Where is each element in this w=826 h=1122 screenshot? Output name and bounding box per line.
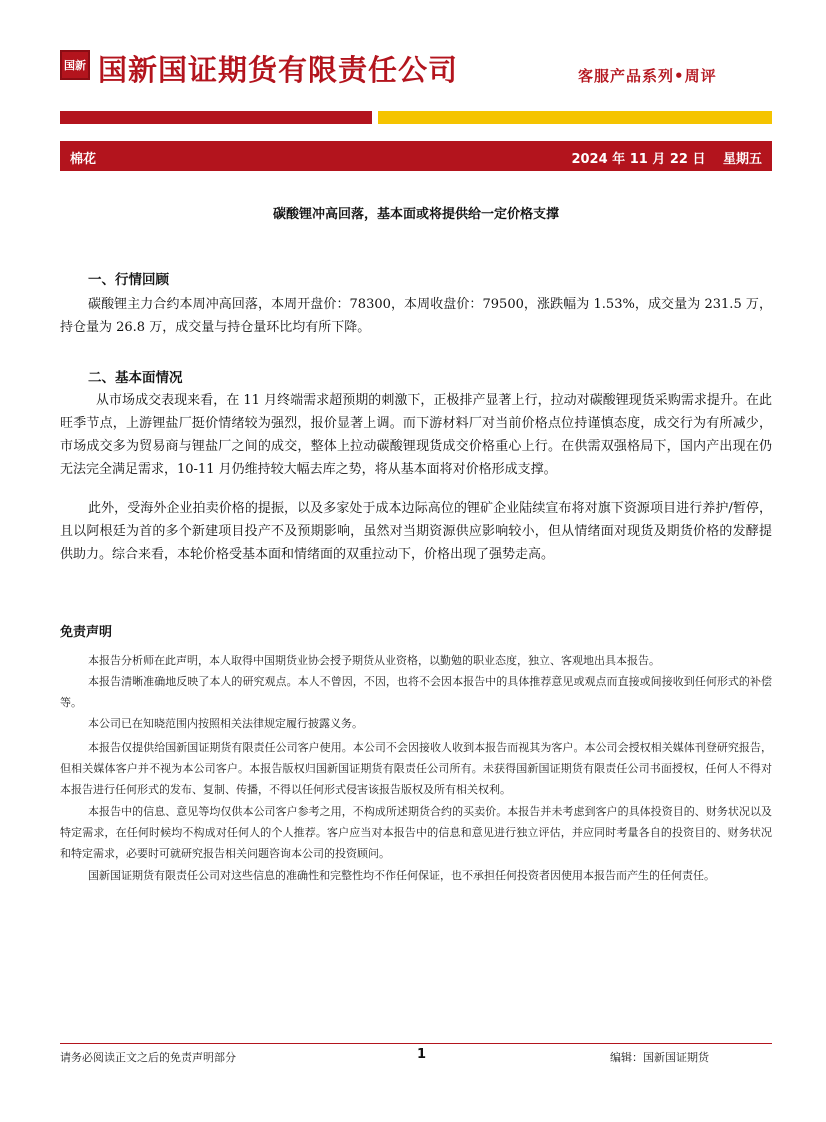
section-2-heading: 二、基本面情况 <box>88 370 183 386</box>
disclaimer-paragraph-1: 本报告分析师在此声明，本人取得中国期货业协会授予期货从业资格，以勤勉的职业态度，独立、客观地出具本报告。 <box>88 654 660 667</box>
company-name: 国新国证期货有限责任公司 <box>98 53 459 87</box>
category-label: 棉花 <box>70 152 97 167</box>
disclaimer-paragraph-6: 国新国证期货有限责任公司对这些信息的准确性和完整性均不作任何保证，也不承担任何投资者因使用本报告而产生的任何责任。 <box>88 869 715 882</box>
disclaimer-paragraph-5: 本报告中的信息、意见等均仅供本公司客户参考之用，不构成所述期货合约的买卖价。本报告并未考虑到客户的具体投资目的、财务状况以及特定需求，在任何时候均不构成对任何人的个人推荐。客户应当对本报告中的信息和意见进行独立评估，并应同时考量各自的投资目的、财务状况和特定需求，必要时可就研究报告相关问题咨询本公司的投资顾问。 <box>60 805 772 860</box>
footer-divider <box>60 1043 772 1044</box>
report-title: 碳酸锂冲高回落，基本面或将提供给一定价格支撑 <box>272 207 559 222</box>
page-number: 1 <box>417 1047 427 1062</box>
disclaimer-paragraph-3: 本公司已在知晓范围内按照相关法律规定履行披露义务。 <box>88 717 363 730</box>
header-red-bar <box>60 111 372 124</box>
disclaimer-paragraph-2: 本报告清晰准确地反映了本人的研究观点。本人不曾因，不因，也将不会因本报告中的具体推荐意见或观点而直接或间接收到任何形式的补偿等。 <box>60 675 772 709</box>
disclaimer-paragraph-4: 本报告仅提供给国新国证期货有限责任公司客户使用。本公司不会因接收人收到本报告而视其为客户。本公司会授权相关媒体刊登研究报告，但相关媒体客户并不视为本公司客户。本报告版权归国新国证期货有限责任公司所有。未获得国新国证期货有限责任公司书面授权，任何人不得对本报告进行任何形式的发布、复制、传播，不得以任何形式侵害该报告版权及所有相关权利。 <box>60 741 772 796</box>
series-label: 客服产品系列•周评 <box>578 67 717 85</box>
header-yellow-bar <box>378 111 772 124</box>
disclaimer-heading: 免责声明 <box>60 625 113 640</box>
report-date: 2024 年 11 月 22 日 星期五 <box>571 152 762 167</box>
category-band <box>60 141 772 171</box>
section-1-heading: 一、行情回顾 <box>88 272 169 288</box>
footer-notice: 请务必阅读正文之后的免责声明部分 <box>60 1051 236 1064</box>
footer-editor: 编辑：国新国证期货 <box>610 1051 709 1064</box>
section-2-paragraph-2: 此外，受海外企业拍卖价格的提振，以及多家处于成本边际高位的锂矿企业陆续宣布将对旗下资源项目进行养护/暂停，且以阿根廷为首的多个新建项目投产不及预期影响，虽然对当期资源供应影响较小，但从情绪面对现货及期货价格的发酵提供助力。综合来看，本轮价格受基本面和情绪面的双重拉动下，价格出现了强势走高。 <box>60 501 772 562</box>
section-2-paragraph-1: 从市场成交表现来看，在 11 月终端需求超预期的刺激下，正极排产显著上行，拉动对碳酸锂现货采购需求提升。在此旺季节点，上游锂盐厂挺价情绪较为强烈，报价显著上调。而下游材料厂对当前价格点位持谨慎态度，成交行为有所减少，市场成交多为贸易商与锂盐厂之间的成交，整体上拉动碳酸锂现货成交价格重心上行。在供需双强格局下，国内产出现在仍无法完全满足需求，10-11 月仍维持较大幅去库之势，将从基本面将对价格形成支撑。 <box>60 393 772 477</box>
company-logo-icon: 国新 <box>60 50 90 80</box>
section-1-paragraph: 碳酸锂主力合约本周冲高回落，本周开盘价：78300，本周收盘价：79500，涨跌幅为 1.53%，成交量为 231.5 万，持仓量为 26.8 万，成交量与持仓量环比均有所下降。 <box>60 297 772 335</box>
